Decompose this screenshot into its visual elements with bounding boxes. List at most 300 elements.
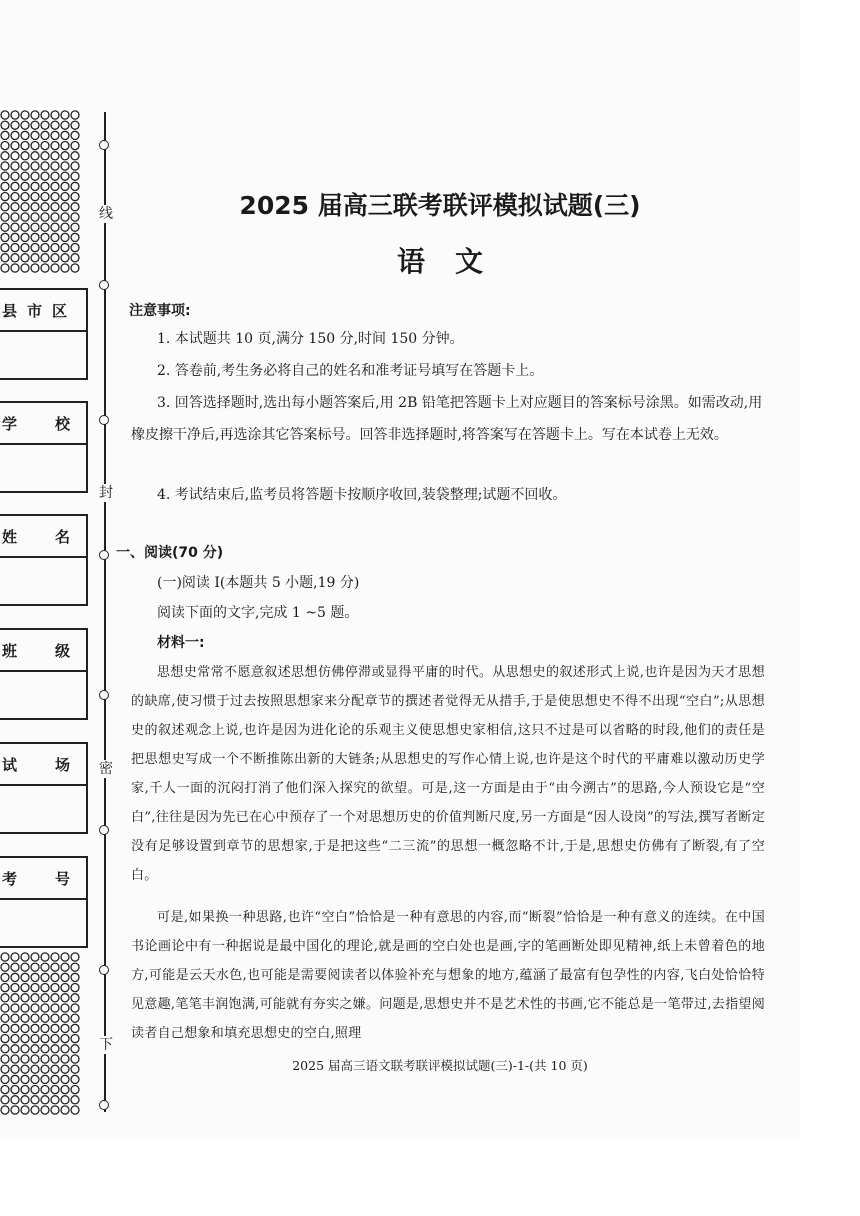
- info-fill-area[interactable]: [0, 900, 86, 946]
- pattern-dot: [41, 1045, 49, 1053]
- pattern-dot: [21, 953, 29, 961]
- pattern-dot: [31, 1035, 39, 1043]
- binding-circle: [99, 550, 109, 560]
- pattern-dot: [61, 131, 69, 139]
- pattern-dot: [51, 233, 59, 241]
- pattern-dot: [1, 984, 9, 992]
- pattern-dot: [1, 182, 9, 190]
- note-item-2: 2. 答卷前,考生务必将自己的姓名和准考证号填写在答题卡上。: [157, 363, 544, 379]
- pattern-dot: [61, 1024, 69, 1032]
- pattern-dot: [61, 984, 69, 992]
- pattern-dot: [61, 172, 69, 180]
- pattern-dot: [41, 162, 49, 170]
- pattern-dot: [21, 1014, 29, 1022]
- pattern-dot: [31, 223, 39, 231]
- pattern-dot: [51, 162, 59, 170]
- exam-title: 2025 届高三联考联评模拟试题(三): [239, 191, 641, 220]
- pattern-dot: [31, 963, 39, 971]
- info-label-char: 学: [2, 414, 18, 433]
- sub-section-heading: (一)阅读 I(本题共 5 小题,19 分): [157, 575, 360, 591]
- pattern-dot: [1, 1096, 9, 1104]
- pattern-dot: [41, 111, 49, 119]
- pattern-dot: [31, 953, 39, 961]
- info-label-char: 市: [27, 301, 43, 320]
- pattern-dot: [21, 1075, 29, 1083]
- pattern-dot: [1, 1024, 9, 1032]
- note-item-1: 1. 本试题共 10 页,满分 150 分,时间 150 分钟。: [157, 331, 464, 347]
- pattern-dot: [21, 973, 29, 981]
- pattern-dot: [31, 152, 39, 160]
- pattern-dot: [31, 984, 39, 992]
- pattern-dot: [21, 1106, 29, 1114]
- pattern-dot: [51, 1004, 59, 1012]
- info-label-char: 区: [52, 301, 68, 320]
- pattern-dot: [71, 1014, 79, 1022]
- pattern-dot: [51, 973, 59, 981]
- info-label-char: 名: [54, 527, 70, 546]
- pattern-dot: [41, 1024, 49, 1032]
- pattern-dot: [11, 172, 19, 180]
- pattern-dot: [51, 264, 59, 272]
- pattern-dot: [11, 254, 19, 262]
- pattern-dot: [61, 1086, 69, 1094]
- pattern-dot: [11, 264, 19, 272]
- pattern-dot: [31, 264, 39, 272]
- pattern-dot: [71, 152, 79, 160]
- pattern-dot: [1, 152, 9, 160]
- pattern-dot: [1, 244, 9, 252]
- info-label: [0, 516, 86, 558]
- info-label: [0, 290, 86, 332]
- pattern-dot: [71, 223, 79, 231]
- pattern-dot: [1, 121, 9, 129]
- pattern-dot: [1, 142, 9, 150]
- pattern-dot: [61, 213, 69, 221]
- pattern-dot: [61, 1065, 69, 1073]
- pattern-dot: [41, 152, 49, 160]
- pattern-dot: [31, 162, 39, 170]
- pattern-dot: [41, 213, 49, 221]
- pattern-dot: [61, 264, 69, 272]
- pattern-dot: [51, 994, 59, 1002]
- pattern-dot: [1, 1045, 9, 1053]
- pattern-dot: [61, 244, 69, 252]
- pattern-dot: [61, 121, 69, 129]
- pattern-dot: [71, 1024, 79, 1032]
- pattern-dot: [51, 193, 59, 201]
- pattern-dot: [71, 1004, 79, 1012]
- pattern-dot: [11, 1096, 19, 1104]
- binding-circle: [99, 140, 109, 150]
- pattern-dot: [61, 1014, 69, 1022]
- pattern-dot: [51, 142, 59, 150]
- pattern-dot: [1, 1086, 9, 1094]
- pattern-dot: [21, 1065, 29, 1073]
- pattern-dot: [1, 264, 9, 272]
- pattern-dot: [31, 1055, 39, 1063]
- pattern-dot: [11, 233, 19, 241]
- pattern-dot: [11, 973, 19, 981]
- pattern-dot: [11, 142, 19, 150]
- pattern-dot: [71, 1055, 79, 1063]
- pattern-dot: [51, 152, 59, 160]
- pattern-dot: [31, 1106, 39, 1114]
- pattern-dot: [41, 963, 49, 971]
- pattern-dot: [1, 193, 9, 201]
- info-label: [0, 403, 86, 445]
- binding-circle: [99, 825, 109, 835]
- binding-char-feng: 封: [96, 484, 116, 502]
- pattern-dot: [51, 172, 59, 180]
- pattern-dot: [11, 182, 19, 190]
- pattern-dot: [41, 1075, 49, 1083]
- pattern-dot: [31, 233, 39, 241]
- info-box-name[interactable]: [0, 514, 88, 606]
- pattern-dot: [51, 111, 59, 119]
- pattern-dot: [51, 1106, 59, 1114]
- pattern-dot: [41, 233, 49, 241]
- info-fill-area[interactable]: [0, 786, 86, 832]
- pattern-dot: [41, 182, 49, 190]
- pattern-dot: [1, 162, 9, 170]
- pattern-dot: [21, 994, 29, 1002]
- pattern-dot: [21, 213, 29, 221]
- pattern-dot: [71, 1086, 79, 1094]
- pattern-dot: [71, 213, 79, 221]
- pattern-dot: [31, 203, 39, 211]
- pattern-dot: [21, 1096, 29, 1104]
- pattern-dot: [21, 182, 29, 190]
- pattern-dot: [11, 213, 19, 221]
- info-box-exam-number[interactable]: [0, 856, 88, 948]
- pattern-dot: [21, 244, 29, 252]
- pattern-dot: [71, 994, 79, 1002]
- pattern-dot: [71, 203, 79, 211]
- pattern-dot: [31, 142, 39, 150]
- pattern-dot: [41, 172, 49, 180]
- pattern-dot: [61, 953, 69, 961]
- pattern-dot: [31, 172, 39, 180]
- pattern-dot: [71, 162, 79, 170]
- pattern-dot: [51, 182, 59, 190]
- info-label-char: 场: [54, 755, 70, 774]
- paragraph-1: 思想史常常不愿意叙述思想仿佛停滞或显得平庸的时代。从思想史的叙述形式上说,也许是因为天才思想的缺席,使习惯于过去按照思想家来分配章节的撰述者觉得无从措手,于是使思想史不得不出现“空白”;从思想史的叙述观念上说,也许是因为进化论的乐观主义使思想史家相信,这只不过是可以省略的时段,他们的责任是把思想史写成一个不断推陈出新的大链条;从思想史的写作心情上说,也许是这个时代的平庸难以激动历史学家,千人一面的沉闷打消了他们深入探究的欲望。可是,这一方面是由于“由今溯古”的思路,今人预设它是“空白”,往往是因为先已在心中预存了一个对思想历史的价值判断尺度,另一方面是“因人设岗”的写法,撰写者断定没有足够设置到章节的思想家,于是把这些“二三流”的思想一概忽略不计,于是,思想史仿佛有了断裂,有了空白。: [131, 665, 765, 883]
- pattern-dot: [71, 172, 79, 180]
- pattern-dot: [21, 254, 29, 262]
- pattern-dot: [41, 254, 49, 262]
- pattern-dot: [21, 963, 29, 971]
- pattern-dot: [1, 953, 9, 961]
- pattern-dot: [51, 1075, 59, 1083]
- pattern-dot: [61, 193, 69, 201]
- pattern-dot: [41, 973, 49, 981]
- pattern-dot: [21, 1035, 29, 1043]
- pattern-dot: [11, 193, 19, 201]
- info-label-char: 号: [54, 869, 70, 888]
- pattern-dot: [71, 121, 79, 129]
- pattern-dot: [11, 1086, 19, 1094]
- pattern-dot: [11, 223, 19, 231]
- pattern-dot: [61, 1035, 69, 1043]
- pattern-dot: [1, 1106, 9, 1114]
- pattern-dot: [11, 994, 19, 1002]
- pattern-dot: [31, 213, 39, 221]
- pattern-dot: [31, 1075, 39, 1083]
- pattern-dot: [1, 963, 9, 971]
- pattern-dot: [11, 1014, 19, 1022]
- reading-instruction: 阅读下面的文字,完成 1 ~5 题。: [157, 605, 359, 621]
- info-fill-area[interactable]: [0, 672, 86, 718]
- pattern-dot: [61, 1004, 69, 1012]
- pattern-dot: [21, 172, 29, 180]
- info-fill-area[interactable]: [0, 558, 86, 604]
- pattern-dot: [51, 131, 59, 139]
- pattern-dot: [21, 1086, 29, 1094]
- binding-circle: [99, 1100, 109, 1110]
- pattern-dot: [21, 152, 29, 160]
- pattern-dot: [31, 111, 39, 119]
- pattern-dot: [31, 121, 39, 129]
- pattern-dot: [11, 121, 19, 129]
- pattern-dot: [61, 111, 69, 119]
- pattern-dot: [41, 1086, 49, 1094]
- pattern-dot: [41, 131, 49, 139]
- pattern-dot: [31, 1086, 39, 1094]
- pattern-dot: [71, 953, 79, 961]
- pattern-dot: [1, 1075, 9, 1083]
- binding-line: [104, 112, 106, 1112]
- pattern-dot: [41, 264, 49, 272]
- pattern-dot: [1, 1065, 9, 1073]
- binding-circle: [99, 415, 109, 425]
- dot-pattern-top: [0, 110, 84, 275]
- pattern-dot: [61, 963, 69, 971]
- pattern-dot: [51, 1055, 59, 1063]
- pattern-dot: [51, 254, 59, 262]
- pattern-dot: [31, 973, 39, 981]
- info-box-exam-room[interactable]: [0, 742, 88, 834]
- pattern-dot: [71, 1065, 79, 1073]
- pattern-dot: [41, 244, 49, 252]
- pattern-dot: [51, 1045, 59, 1053]
- info-label: [0, 744, 86, 786]
- pattern-dot: [11, 162, 19, 170]
- pattern-dot: [1, 223, 9, 231]
- pattern-dot: [1, 233, 9, 241]
- binding-circle: [99, 690, 109, 700]
- pattern-dot: [41, 203, 49, 211]
- info-label-char: 班: [2, 641, 18, 660]
- pattern-dot: [71, 131, 79, 139]
- pattern-dot: [41, 994, 49, 1002]
- pattern-dot: [71, 264, 79, 272]
- pattern-dot: [41, 223, 49, 231]
- pattern-dot: [71, 1075, 79, 1083]
- binding-char-xia: 下: [96, 1036, 116, 1054]
- pattern-dot: [21, 142, 29, 150]
- pattern-dot: [11, 244, 19, 252]
- info-fill-area[interactable]: [0, 445, 86, 491]
- pattern-dot: [11, 131, 19, 139]
- pattern-dot: [21, 264, 29, 272]
- pattern-dot: [11, 1024, 19, 1032]
- info-label: [0, 858, 86, 900]
- pattern-dot: [11, 1055, 19, 1063]
- pattern-dot: [21, 121, 29, 129]
- pattern-dot: [61, 1075, 69, 1083]
- pattern-dot: [1, 1004, 9, 1012]
- pattern-dot: [41, 953, 49, 961]
- pattern-dot: [71, 1096, 79, 1104]
- pattern-dot: [31, 1045, 39, 1053]
- pattern-dot: [51, 953, 59, 961]
- page-footer: 2025 届高三语文联考联评模拟试题(三)-1-(共 10 页): [292, 1058, 588, 1073]
- pattern-dot: [51, 984, 59, 992]
- pattern-dot: [31, 1004, 39, 1012]
- pattern-dot: [51, 121, 59, 129]
- pattern-dot: [41, 984, 49, 992]
- pattern-dot: [51, 213, 59, 221]
- pattern-dot: [61, 142, 69, 150]
- pattern-dot: [71, 193, 79, 201]
- pattern-dot: [51, 223, 59, 231]
- info-label-char: 考: [2, 869, 18, 888]
- pattern-dot: [71, 963, 79, 971]
- pattern-dot: [31, 254, 39, 262]
- pattern-dot: [41, 1096, 49, 1104]
- pattern-dot: [11, 1045, 19, 1053]
- info-label-char: 试: [2, 755, 18, 774]
- pattern-dot: [51, 244, 59, 252]
- pattern-dot: [31, 1024, 39, 1032]
- pattern-dot: [1, 131, 9, 139]
- pattern-dot: [61, 162, 69, 170]
- binding-circle: [99, 965, 109, 975]
- pattern-dot: [31, 131, 39, 139]
- pattern-dot: [61, 182, 69, 190]
- pattern-dot: [21, 984, 29, 992]
- pattern-dot: [71, 973, 79, 981]
- pattern-dot: [71, 244, 79, 252]
- pattern-dot: [61, 233, 69, 241]
- pattern-dot: [51, 1035, 59, 1043]
- pattern-dot: [41, 1014, 49, 1022]
- binding-char-mi: 密: [96, 760, 116, 778]
- pattern-dot: [1, 973, 9, 981]
- pattern-dot: [11, 1075, 19, 1083]
- pattern-dot: [41, 193, 49, 201]
- pattern-dot: [71, 111, 79, 119]
- pattern-dot: [11, 111, 19, 119]
- pattern-dot: [21, 1045, 29, 1053]
- info-label-char: 姓: [2, 527, 18, 546]
- note-item-3: 3. 回答选择题时,选出每小题答案后,用 2B 铅笔把答题卡上对应题目的答案标号涂黑。如需改动,用橡皮擦干净后,再选涂其它答案标号。回答非选择题时,将答案写在答题卡上。写在本试卷上无效。: [131, 395, 763, 443]
- pattern-dot: [71, 254, 79, 262]
- pattern-dot: [51, 1024, 59, 1032]
- pattern-dot: [21, 1004, 29, 1012]
- subject-title: 语文: [396, 245, 513, 278]
- pattern-dot: [11, 1004, 19, 1012]
- section-heading: 一、阅读(70 分): [116, 545, 224, 561]
- pattern-dot: [11, 203, 19, 211]
- info-label-char: 级: [54, 641, 70, 660]
- pattern-dot: [61, 1055, 69, 1063]
- pattern-dot: [11, 1106, 19, 1114]
- binding-circle: [99, 280, 109, 290]
- pattern-dot: [71, 182, 79, 190]
- pattern-dot: [41, 1004, 49, 1012]
- pattern-dot: [31, 994, 39, 1002]
- pattern-dot: [11, 1035, 19, 1043]
- pattern-dot: [1, 203, 9, 211]
- pattern-dot: [21, 162, 29, 170]
- info-box-school[interactable]: [0, 401, 88, 493]
- pattern-dot: [21, 1024, 29, 1032]
- pattern-dot: [1, 1014, 9, 1022]
- pattern-dot: [31, 182, 39, 190]
- pattern-dot: [31, 1096, 39, 1104]
- pattern-dot: [1, 172, 9, 180]
- pattern-dot: [61, 223, 69, 231]
- pattern-dot: [31, 244, 39, 252]
- info-fill-area[interactable]: [0, 332, 86, 378]
- pattern-dot: [41, 1035, 49, 1043]
- pattern-dot: [51, 1065, 59, 1073]
- pattern-dot: [21, 131, 29, 139]
- pattern-dot: [1, 1035, 9, 1043]
- pattern-dot: [71, 1045, 79, 1053]
- pattern-dot: [11, 1065, 19, 1073]
- pattern-dot: [51, 1096, 59, 1104]
- info-label-char: 校: [54, 414, 70, 433]
- pattern-dot: [41, 1055, 49, 1063]
- pattern-dot: [21, 223, 29, 231]
- pattern-dot: [61, 152, 69, 160]
- pattern-dot: [11, 152, 19, 160]
- pattern-dot: [71, 1106, 79, 1114]
- pattern-dot: [61, 1045, 69, 1053]
- pattern-dot: [41, 1106, 49, 1114]
- pattern-dot: [21, 193, 29, 201]
- pattern-dot: [61, 994, 69, 1002]
- info-box-class[interactable]: [0, 628, 88, 720]
- pattern-dot: [71, 142, 79, 150]
- pattern-dot: [21, 111, 29, 119]
- pattern-dot: [21, 1055, 29, 1063]
- pattern-dot: [71, 984, 79, 992]
- pattern-dot: [1, 213, 9, 221]
- pattern-dot: [21, 203, 29, 211]
- pattern-dot: [1, 254, 9, 262]
- pattern-dot: [61, 203, 69, 211]
- pattern-dot: [21, 233, 29, 241]
- pattern-dot: [11, 963, 19, 971]
- pattern-dot: [1, 994, 9, 1002]
- paragraph-2: 可是,如果换一种思路,也许“空白”恰恰是一种有意思的内容,而“断裂”恰恰是一种有意义的连续。在中国书论画论中有一种据说是最中国化的理论,就是画的空白处也是画,字的笔画断处即见精神,纸上未曾着色的地方,可能是云天水色,也可能是需要阅读者以体验补充与想象的地方,蕴涵了最富有包孕性的内容,飞白处恰恰特见意趣,笔笔丰润饱满,可能就有夯实之嫌。问题是,思想史并不是艺术性的书画,它不能总是一笔带过,去指望阅读者自己想象和填充思想史的空白,照理: [131, 910, 765, 1041]
- info-box-county[interactable]: [0, 288, 88, 380]
- dot-pattern-bottom: [0, 952, 84, 1117]
- pattern-dot: [41, 142, 49, 150]
- material-label: 材料一:: [157, 635, 205, 651]
- pattern-dot: [1, 111, 9, 119]
- info-label: [0, 630, 86, 672]
- pattern-dot: [51, 1086, 59, 1094]
- info-label-char: 县: [2, 301, 18, 320]
- pattern-dot: [51, 1014, 59, 1022]
- pattern-dot: [31, 1014, 39, 1022]
- pattern-dot: [61, 1106, 69, 1114]
- notes-heading: 注意事项:: [129, 303, 191, 319]
